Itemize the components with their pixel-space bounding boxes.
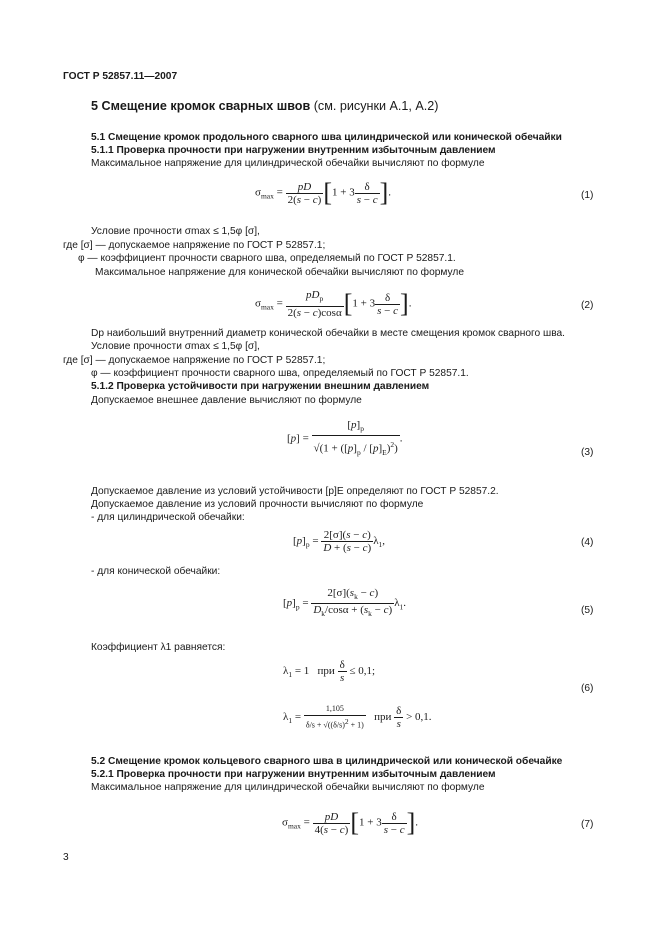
equation-2: $\sigma_{max}$ = $\frac{pD_p}{2(s - c)\cos\alpha}$ [1 + 3 $\frac{\delta}{s - c}$ ]. [255, 289, 412, 319]
section-5-title-bold: 5 Смещение кромок сварных швов [91, 99, 311, 113]
section-5-1-2-title: 5.1.2 Проверка устойчивости при нагружении внешним давлением [91, 381, 430, 392]
where-sigma-2: где [σ] — допускаемое напряжение по ГОСТ Р 52857.1; [63, 355, 326, 366]
section-5-1-1-title: 5.1.1 Проверка прочности при нагружении внутренним избыточным давлением [91, 145, 496, 156]
equation-number-4: (4) [581, 537, 594, 548]
section-5-title [91, 100, 439, 113]
section-5-1-title: 5.1 Смещение кромок продольного сварного шва цилиндрической или конической обечайки [91, 132, 562, 143]
equation-number-3: (3) [581, 447, 594, 458]
equation-5: $[p]_p$ = $\frac{2[\sigma](s_k - c)}{D_k/\cos\alpha + (s_k - c)}$ $\lambda_1$. [283, 587, 407, 619]
section-5-title-ref: (см. рисунки А.1, А.2) [310, 99, 439, 113]
paragraph-cyl-stress: Максимальное напряжение для цилиндрической обечайки вычисляют по формуле [91, 158, 485, 169]
equation-6b: $\lambda_1$ = $\frac{1,105}{\delta/s + √((\delta/s)^2 + 1)}$ при $\frac{\delta}{s}$ > 0,1. [283, 704, 432, 730]
phi-definition-1: φ — коэффициент прочности сварного шва, определяемый по ГОСТ Р 52857.1. [78, 253, 456, 264]
section-5-2-1-title: 5.2.1 Проверка прочности при нагружении внутренним избыточным давлением [91, 769, 496, 780]
strength-condition-1: Условие прочности σmax ≤ 1,5φ [σ], [91, 226, 260, 237]
equation-number-7: (7) [581, 819, 594, 830]
phi-definition-2: φ — коэффициент прочности сварного шва, определяемый по ГОСТ Р 52857.1. [91, 368, 469, 379]
equation-7: $\sigma_{max}$ = $\frac{pD}{4(s - c)}$ [1 + 3 $\frac{\delta}{s - c}$ ]. [282, 808, 419, 837]
equation-number-2: (2) [581, 300, 594, 311]
paragraph-strength-pressure: Допускаемое давление из условий прочности вычисляют по формуле [91, 499, 424, 510]
document-header: ГОСТ Р 52857.11—2007 [63, 71, 178, 82]
equation-3: [p] = $\frac{[p]_p}{√(1 + ([p]_p / [p]_E)^2)}$ . [287, 419, 403, 458]
equation-number-1: (1) [581, 190, 594, 201]
paragraph-ext-pressure: Допускаемое внешнее давление вычисляют по формуле [91, 395, 362, 406]
paragraph-con-stress: Максимальное напряжение для конической обечайки вычисляют по формуле [95, 267, 464, 278]
equation-1: $\sigma_{max}$ = $\frac{pD}{2(s - c)}$ [1 + 3 $\frac{\delta}{s - c}$ ]. [255, 178, 392, 207]
equation-number-5: (5) [581, 605, 594, 616]
where-sigma-1: где [σ] — допускаемое напряжение по ГОСТ Р 52857.1; [63, 240, 326, 251]
paragraph-ring-stress: Максимальное напряжение для цилиндрической обечайки вычисляют по формуле [91, 782, 485, 793]
coefficient-lambda: Коэффициент λ1 равняется: [91, 642, 226, 653]
equation-6a: $\lambda_1 = 1$ при $\frac{\delta}{s}$ ≤ 0,1; [283, 659, 376, 684]
dp-definition: Dp наибольший внутренний диаметр конической обечайки в месте смещения кромок сварного шва. [91, 328, 566, 339]
section-5-2-title: 5.2 Смещение кромок кольцевого сварного шва в цилиндрической или конической обечайке [91, 756, 563, 767]
equation-number-6: (6) [581, 683, 594, 694]
label-conical: - для конической обечайки: [91, 566, 221, 577]
strength-condition-2: Условие прочности σmax ≤ 1,5φ [σ], [91, 341, 260, 352]
paragraph-stability: Допускаемое давление из условий устойчивости [p]E определяют по ГОСТ Р 52857.2. [91, 486, 499, 497]
equation-4: $[p]_p$ = $\frac{2[\sigma](s - c)}{D + (s - c)}$ $\lambda_1$, [293, 529, 386, 554]
label-cylindrical: - для цилиндрической обечайки: [91, 512, 245, 523]
page-number: 3 [63, 852, 69, 863]
